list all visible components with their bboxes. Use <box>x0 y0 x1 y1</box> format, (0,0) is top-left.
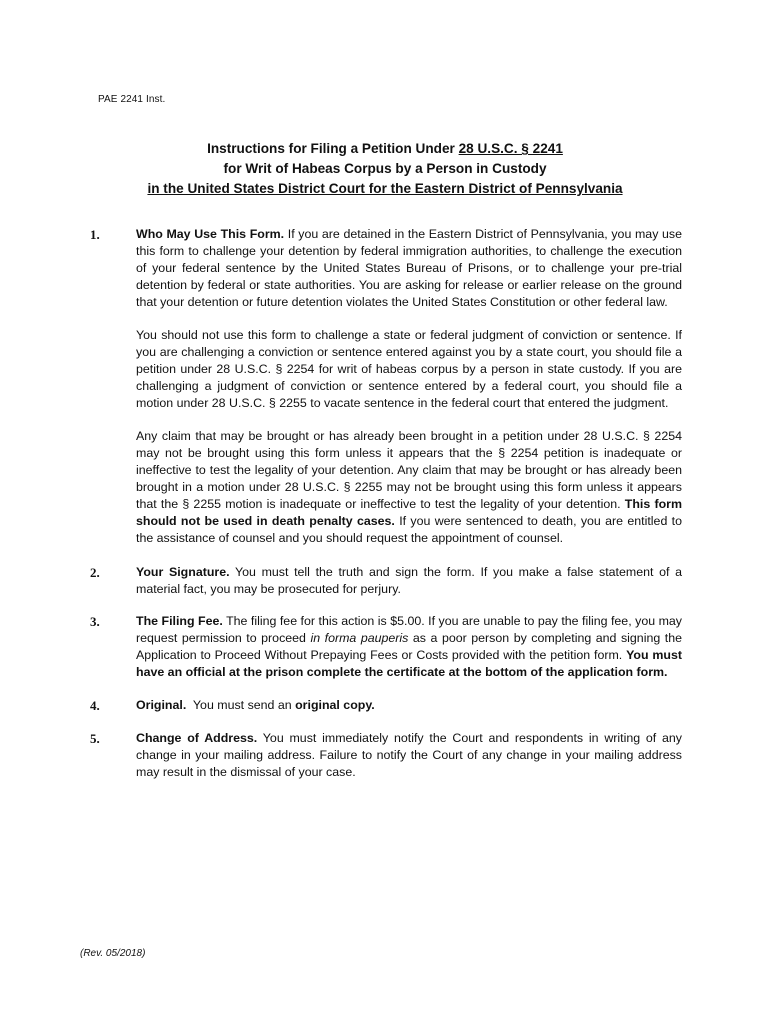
instruction-item-original <box>90 697 682 714</box>
item-paragraph <box>136 730 682 781</box>
title-line-3 <box>60 179 710 199</box>
item-paragraph <box>136 697 682 714</box>
item-text: If you are detained in the Eastern District of Pennsylvania, you may use this form to challenge your detention by federal immigration authorities, to challenge the execution of your federal sentence by the United States Bureau of Prisons, or to challenge your pre-trial detention by federal or state authorities. You are asking for release or earlier release on the ground that your detention or future detention violates the United States Constitution or other federal law. <box>136 227 683 309</box>
item-number: 2. <box>90 565 100 580</box>
form-identifier: PAE 2241 Inst. <box>98 94 166 105</box>
item-paragraph <box>136 226 682 311</box>
item-text: Any claim that may be brought or has already been brought in a petition under 28 U.S.C. § 2254 may not be brought using this form unless it appears that the § 2254 petition is inadequate or ineffective to test the legality of your detention. Any claim that may be brought or has already been brought in a motion under 28 U.S.C. § 2255 may not be brought using this form unless it appears that the § 2255 motion is inadequate or ineffective to test the legality of your detention. <box>136 429 682 511</box>
item-number: 3. <box>90 614 100 629</box>
item-paragraph <box>136 613 682 681</box>
item-number: 1. <box>90 227 100 242</box>
item-number: 5. <box>90 731 100 746</box>
item-bold-text: This form should not be used in death penalty cases. <box>136 497 683 528</box>
item-heading: Who May Use This Form. <box>136 227 285 241</box>
item-text: If you were sentenced to death, you are entitled to the assistance of counsel and you should request the appointment of counsel. <box>136 514 682 545</box>
item-text: You must tell the truth and sign the form. If you make a false statement of a material fact, you may be prosecuted for perjury. <box>136 565 682 596</box>
title-citation: 28 U.S.C. § 2241 <box>458 141 563 156</box>
item-bold-text: original copy. <box>295 698 375 712</box>
title-prefix: Instructions for Filing a Petition Under <box>207 141 459 156</box>
instruction-item-filing-fee <box>90 613 682 681</box>
item-paragraph: You should not use this form to challenge a state or federal judgment of conviction or sentence. If you are challenging a conviction or sentence entered against you by a state court, you should file a petition under 28 U.S.C. § 2254 for writ of habeas corpus by a person in state custody. If you are challenging a judgment of conviction or sentence entered by a federal court, you should file a motion under 28 U.S.C. § 2255 to vacate sentence in the federal court that entered the judgment. <box>136 328 682 410</box>
instruction-item-who-may-use <box>90 226 682 547</box>
item-number: 4. <box>90 698 100 713</box>
instruction-list <box>90 226 682 781</box>
instruction-item-signature <box>90 564 682 598</box>
item-text: You must immediately notify the Court and respondents in writing of any change in your mailing address. Failure to notify the Court of any change in your mailing address may result in the dismissal of your case. <box>136 731 682 779</box>
instruction-item-change-of-address <box>90 730 682 781</box>
item-heading: Your Signature. <box>136 565 230 579</box>
title-line-1 <box>60 139 710 159</box>
item-heading: Change of Address. <box>136 731 258 745</box>
document-title <box>60 139 710 199</box>
item-paragraph <box>136 428 682 547</box>
item-bold-text: You must have an official at the prison complete the certificate at the bottom of the application form. <box>136 648 683 679</box>
revision-date: (Rev. 05/2018) <box>80 948 146 959</box>
item-text: as a poor person by completing and signing the Application to Proceed Without Prepaying Fees or Costs provided with the petition form. <box>136 631 682 662</box>
item-paragraph <box>136 564 682 598</box>
item-text: You must send an <box>186 698 296 712</box>
item-text: The filing fee for this action is $5.00. If you are unable to pay the filing fee, you may request permission to proceed <box>136 614 682 645</box>
item-italic-text: in forma pauperis <box>310 631 409 645</box>
item-heading: The Filing Fee. <box>136 614 223 628</box>
title-line-3-text: in the United States District Court for the Eastern District of Pennsylvania <box>147 181 623 196</box>
title-line-2: for Writ of Habeas Corpus by a Person in Custody <box>223 161 547 176</box>
item-heading: Original. <box>136 698 187 712</box>
